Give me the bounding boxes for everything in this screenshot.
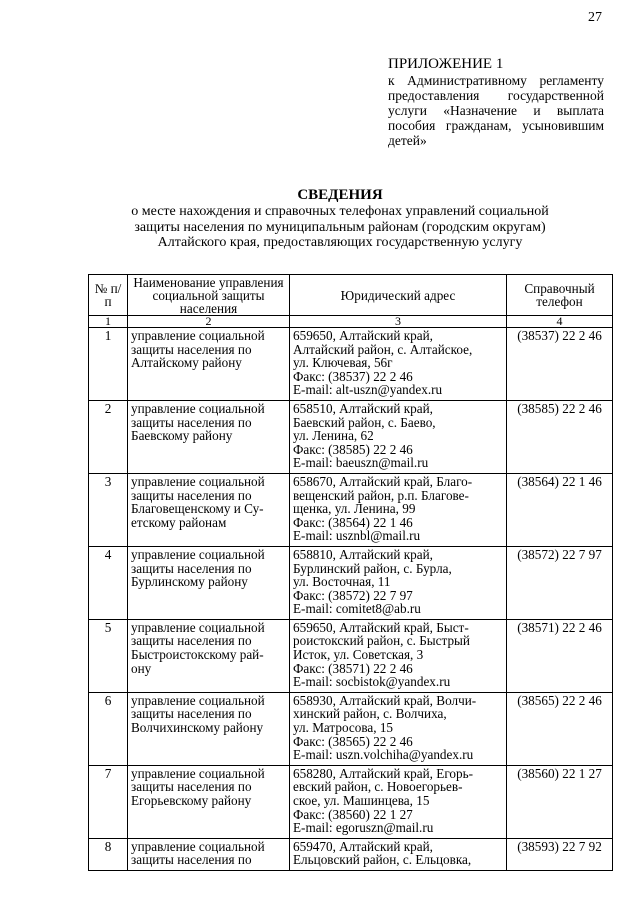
- table-row: [89, 838, 613, 870]
- office-name-line: управление социальной: [131, 400, 265, 416]
- office-address: [290, 328, 507, 401]
- row-number: 8: [89, 838, 128, 870]
- office-address-line: Факс: (38585) 22 2 46: [293, 441, 413, 457]
- office-address-line: E-mail: baeuszn@mail.ru: [293, 455, 429, 471]
- office-phone: (38565) 22 2 46: [507, 692, 613, 765]
- office-address-line: Факс: (38564) 22 1 46: [293, 514, 413, 530]
- office-name-line: Бурлинскому району: [131, 574, 248, 590]
- office-phone: (38572) 22 7 97: [507, 546, 613, 619]
- office-name-line: защиты населения по: [131, 633, 252, 649]
- office-phone: (38560) 22 1 27: [507, 765, 613, 838]
- office-address-line: Факс: (38537) 22 2 46: [293, 368, 413, 384]
- office-name: [128, 765, 290, 838]
- office-address-line: ул. Восточная, 11: [293, 574, 391, 590]
- office-address-line: Факс: (38560) 22 1 27: [293, 806, 413, 822]
- office-name-line: управление социальной: [131, 619, 265, 635]
- page-number: 27: [588, 10, 602, 25]
- appendix-block: [388, 55, 604, 148]
- office-name: [128, 546, 290, 619]
- office-address: [290, 400, 507, 473]
- column-number: 3: [290, 316, 507, 328]
- office-phone: (38571) 22 2 46: [507, 619, 613, 692]
- office-address-line: E-mail: comitet8@ab.ru: [293, 601, 421, 617]
- table-header-row: [89, 275, 613, 316]
- office-address-line: 658280, Алтайский край, Егорь-: [293, 765, 474, 781]
- office-address-line: Алтайский район, с. Алтайское,: [293, 341, 473, 357]
- office-name-line: управление социальной: [131, 765, 265, 781]
- row-number: 6: [89, 692, 128, 765]
- header-address: Юридический адрес: [290, 275, 507, 316]
- office-name-line: защиты населения по: [131, 341, 252, 357]
- appendix-text: к Административному регламенту предоставления государственной услуги «Назначение и выплата пособия гражданам, усыновившим детей»: [388, 73, 604, 148]
- office-address-line: ул. Матросова, 15: [293, 720, 394, 736]
- table-row: [89, 473, 613, 546]
- office-address-line: E-mail: alt-uszn@yandex.ru: [293, 382, 443, 398]
- office-name-line: управление социальной: [131, 692, 265, 708]
- office-address-line: E-mail: uszn.volchiha@yandex.ru: [293, 747, 474, 763]
- office-name-line: управление социальной: [131, 838, 265, 854]
- office-address-line: 659650, Алтайский край,: [293, 328, 433, 343]
- column-number: 1: [89, 316, 128, 328]
- row-number: 3: [89, 473, 128, 546]
- office-address-line: E-mail: socbistok@yandex.ru: [293, 674, 451, 690]
- office-name-line: Быстроистокскому рай-: [131, 647, 264, 663]
- header-num: № п/п: [89, 275, 128, 316]
- office-name: [128, 619, 290, 692]
- office-name: [128, 692, 290, 765]
- table-row: [89, 619, 613, 692]
- office-name-line: Баевскому району: [131, 428, 233, 444]
- office-address-line: Исток, ул. Советская, 3: [293, 647, 424, 663]
- office-address-line: Факс: (38571) 22 2 46: [293, 660, 413, 676]
- row-number: 2: [89, 400, 128, 473]
- office-address-line: Баевский район, с. Баево,: [293, 414, 436, 430]
- appendix-title: ПРИЛОЖЕНИЕ 1: [388, 56, 504, 72]
- office-address-line: 659650, Алтайский край, Быст-: [293, 619, 469, 635]
- office-name: [128, 400, 290, 473]
- office-phone: (38593) 22 7 92: [507, 838, 613, 870]
- office-name-line: защиты населения по: [131, 487, 252, 503]
- office-name-line: защиты населения по: [131, 706, 252, 722]
- office-address-line: ул. Ленина, 62: [293, 428, 374, 444]
- offices-table: [88, 274, 613, 871]
- office-address-line: вещенский район, р.п. Благове-: [293, 487, 469, 503]
- office-address-line: 658810, Алтайский край,: [293, 546, 433, 562]
- row-number: 7: [89, 765, 128, 838]
- office-name-line: етскому районам: [131, 514, 227, 530]
- office-address-line: 659470, Алтайский край,: [293, 838, 433, 854]
- office-phone: (38585) 22 2 46: [507, 400, 613, 473]
- office-address-line: щенка, ул. Ленина, 99: [293, 501, 416, 517]
- office-address-line: евский район, с. Новоегорьев-: [293, 779, 463, 795]
- office-address-line: Бурлинский район, с. Бурла,: [293, 560, 452, 576]
- heading-subtitle: о месте нахождения и справочных телефонах управлений социальной защиты населения по муниципальным районам (городским округам) Алтайского края, предоставляющих государственную услугу: [131, 204, 549, 250]
- document-heading: [130, 186, 550, 251]
- table-body: [89, 328, 613, 871]
- office-address: [290, 838, 507, 870]
- office-address: [290, 546, 507, 619]
- office-address-line: ул. Ключевая, 56г: [293, 355, 393, 371]
- table-row: [89, 692, 613, 765]
- office-address-line: 658670, Алтайский край, Благо-: [293, 473, 473, 489]
- office-address-line: Факс: (38572) 22 7 97: [293, 587, 413, 603]
- office-name-line: защиты населения по: [131, 414, 252, 430]
- office-phone: (38564) 22 1 46: [507, 473, 613, 546]
- table-row: [89, 328, 613, 401]
- header-phone: Справочный телефон: [507, 275, 613, 316]
- office-name: [128, 328, 290, 401]
- office-name: [128, 473, 290, 546]
- office-address-line: 658510, Алтайский край,: [293, 400, 433, 416]
- office-name-line: управление социальной: [131, 546, 265, 562]
- table-row: [89, 400, 613, 473]
- office-name-line: Благовещенскому и Су-: [131, 501, 264, 517]
- office-address: [290, 473, 507, 546]
- column-number-row: [89, 316, 613, 328]
- office-name-line: ону: [131, 660, 152, 676]
- heading-title: СВЕДЕНИЯ: [297, 187, 383, 203]
- table-row: [89, 546, 613, 619]
- office-address-line: Ельцовский район, с. Ельцовка,: [293, 852, 472, 868]
- row-number: 1: [89, 328, 128, 401]
- column-number: 4: [507, 316, 613, 328]
- row-number: 5: [89, 619, 128, 692]
- office-name-line: управление социальной: [131, 473, 265, 489]
- office-name-line: Алтайскому району: [131, 355, 242, 371]
- office-name-line: защиты населения по: [131, 779, 252, 795]
- office-address-line: ское, ул. Машинцева, 15: [293, 793, 430, 808]
- office-address: [290, 692, 507, 765]
- header-name: Наименование управления социальной защиты населения: [128, 275, 290, 316]
- table-row: [89, 765, 613, 838]
- office-address-line: E-mail: usznbl@mail.ru: [293, 528, 421, 544]
- office-phone: (38537) 22 2 46: [507, 328, 613, 401]
- office-name-line: Волчихинскому району: [131, 720, 264, 736]
- office-address: [290, 765, 507, 838]
- office-name-line: управление социальной: [131, 328, 265, 343]
- office-address: [290, 619, 507, 692]
- row-number: 4: [89, 546, 128, 619]
- office-name-line: защиты населения по: [131, 852, 252, 868]
- column-number: 2: [128, 316, 290, 328]
- office-name-line: Егорьевскому району: [131, 793, 252, 808]
- office-address-line: E-mail: egoruszn@mail.ru: [293, 820, 434, 836]
- office-address-line: Факс: (38565) 22 2 46: [293, 733, 413, 749]
- office-name: [128, 838, 290, 870]
- office-address-line: роистокский район, с. Быстрый: [293, 633, 470, 649]
- office-address-line: 658930, Алтайский край, Волчи-: [293, 692, 477, 708]
- office-address-line: хинский район, с. Волчиха,: [293, 706, 447, 722]
- office-name-line: защиты населения по: [131, 560, 252, 576]
